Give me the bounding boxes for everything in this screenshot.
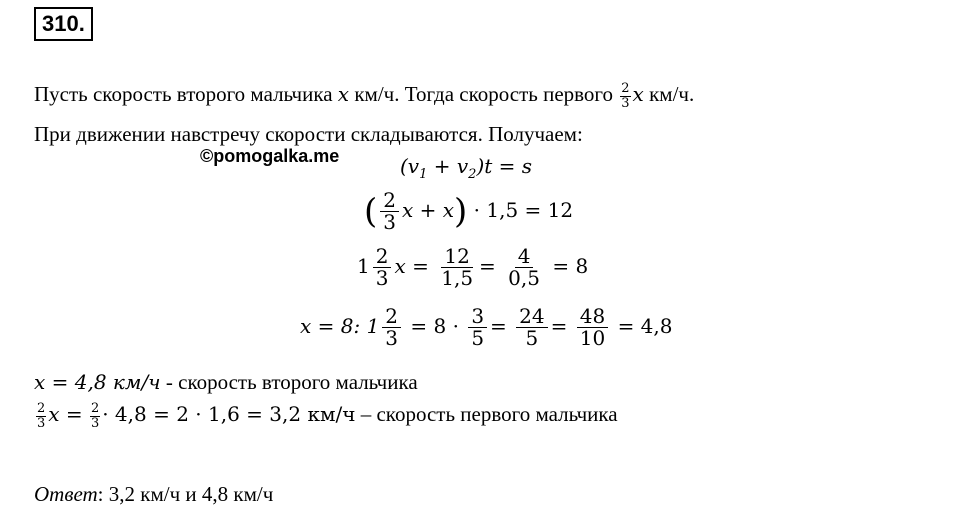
variable-x-2: x xyxy=(632,82,644,106)
fraction-12-1-5: $\frac{12}{1,5}$ xyxy=(441,244,474,290)
result-first-boy: $\frac{2}{3}$ x = $\frac{2}{3}$ · 4,8 = 2 · 1,6 = 3,2 км/ч – скорость первого мальчика xyxy=(37,401,618,431)
fraction-two-thirds: $\frac{2}{3}$ xyxy=(37,401,46,431)
problem-number: 310. xyxy=(34,7,93,41)
answer-label: Ответ xyxy=(34,482,98,506)
fraction-24-5: $\frac{24}{5}$ xyxy=(516,306,547,349)
equation-velocity-sum: $(v_1 + v_2)t = s$ xyxy=(400,154,533,182)
answer-line xyxy=(34,482,273,507)
equation-solve-x: 1 $\frac{2}{3}$ x = $\frac{12}{1,5}$ = $\frac{4}{0,5}$ = 8 xyxy=(357,244,589,290)
statement-line-2: При движении навстречу скорости складываются. Получаем: xyxy=(34,122,583,146)
variable-x: x xyxy=(337,82,350,106)
answer-text: : 3,2 км/ч и 4,8 км/ч xyxy=(97,482,274,506)
watermark: ©pomogalka.me xyxy=(200,146,340,166)
fraction-4-0-5: $\frac{4}{0,5}$ xyxy=(508,244,540,290)
fraction-3-5: $\frac{3}{5}$ xyxy=(468,306,487,349)
fraction-48-10: $\frac{48}{10}$ xyxy=(577,306,608,349)
fraction-2-3: $\frac{2}{3}$ xyxy=(373,246,392,289)
fraction-2-3: $\frac{2}{3}$ xyxy=(382,306,401,349)
equation-distance: ( $\frac{2}{3}$ x + x) · 1,5 = 12 xyxy=(364,188,574,234)
statement-text-c: км/ч. xyxy=(649,82,695,106)
result-second-boy: x = 4,8 км/ч - скорость второго мальчика xyxy=(34,370,418,394)
statement-text-b: км/ч. Тогда скорость первого xyxy=(354,82,614,106)
equation-x-value: x = 8: 1 $\frac{2}{3}$ = 8 · $\frac{3}{5}$ = $\frac{24}{5}$ = $\frac{48}{10}$ = 4,8 xyxy=(300,304,673,350)
statement-line-1 xyxy=(34,82,694,110)
fraction-2-3: $\frac{2}{3}$ xyxy=(380,190,399,233)
statement-text-a: Пусть скорость второго мальчика xyxy=(34,82,333,106)
fraction-two-thirds: $\frac{2}{3}$ xyxy=(90,401,100,431)
fraction-two-thirds: $\frac{2}{3}$ xyxy=(621,81,630,111)
